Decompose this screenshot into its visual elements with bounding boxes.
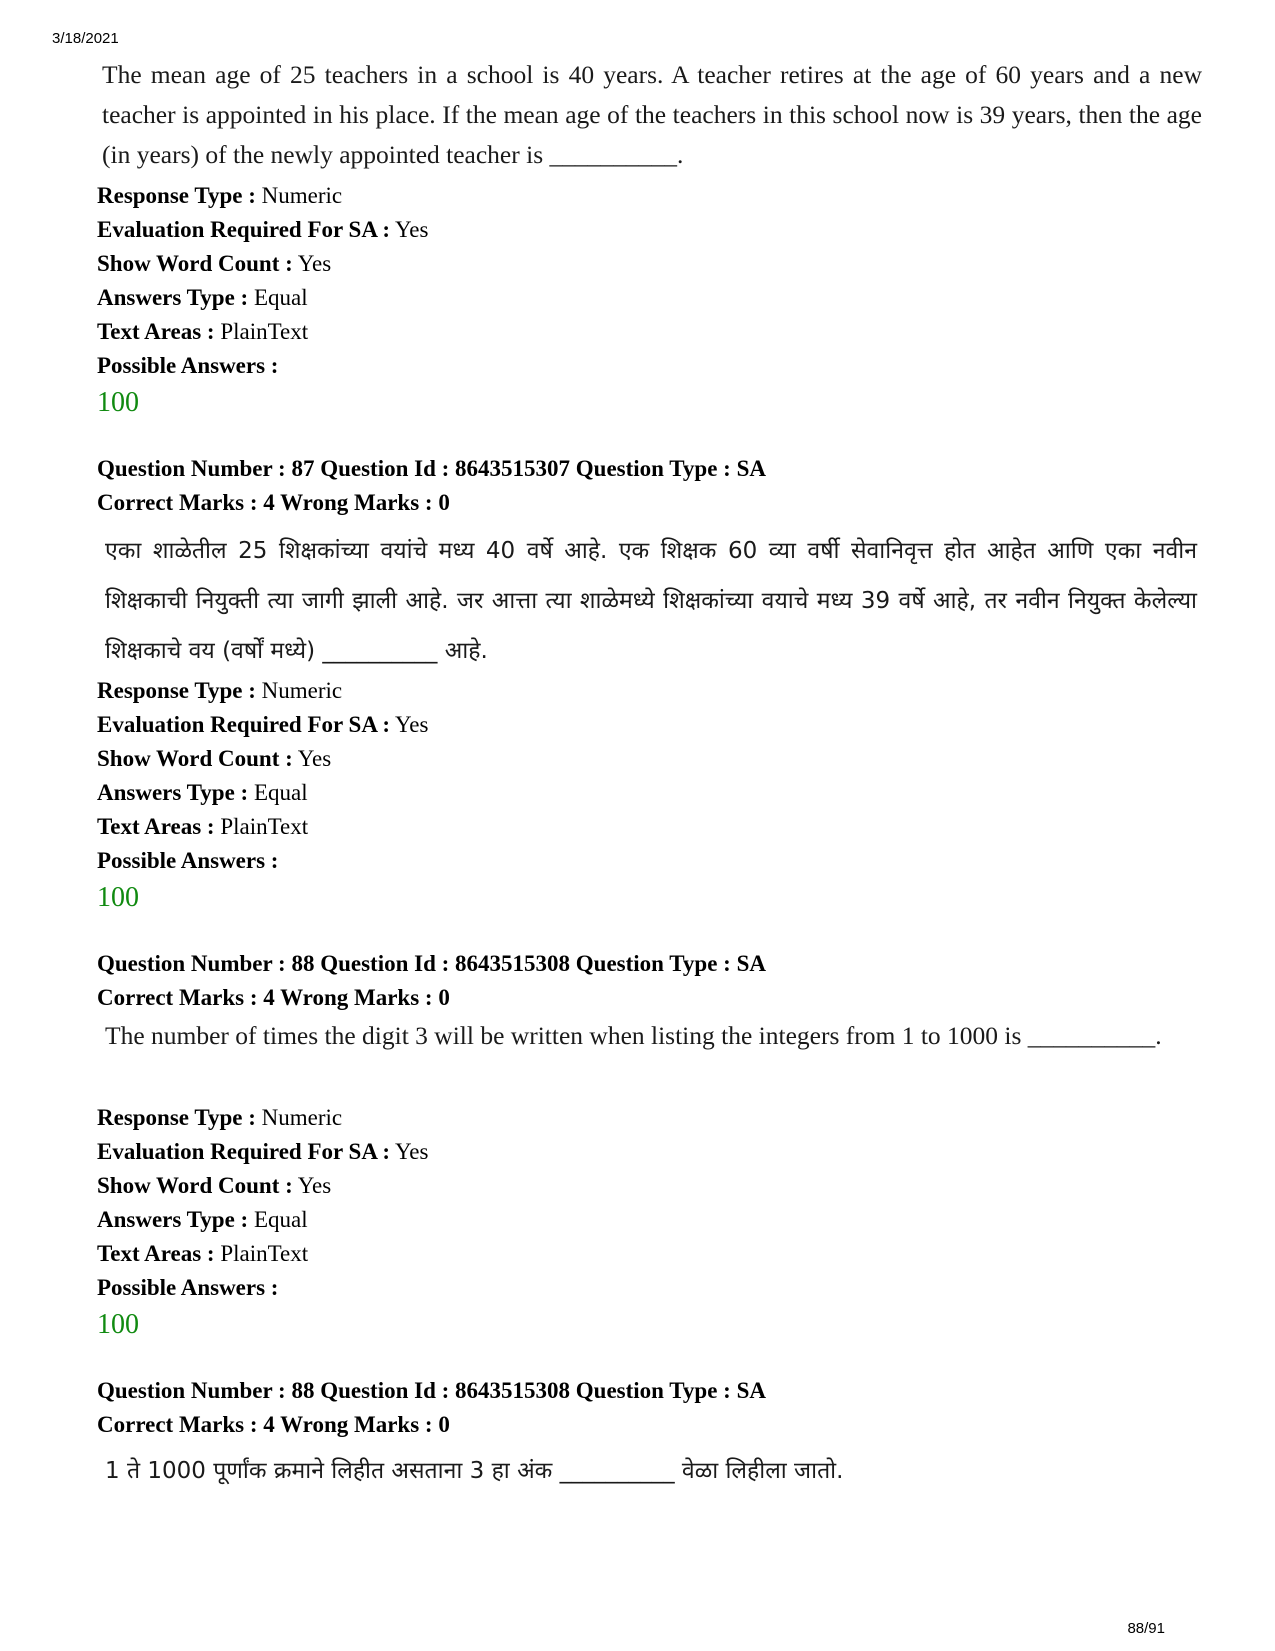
question-88-en-meta (97, 1101, 1197, 1343)
question-88-header: Question Number : 88 Question Id : 8643515308 Question Type : SA (97, 951, 766, 976)
possible-answer-value: 100 (97, 387, 139, 418)
meta-possible-answers: Possible Answers : (97, 353, 279, 378)
question-88-mr-marks: Correct Marks : 4 Wrong Marks : 0 (97, 1412, 450, 1437)
meta-response-type: Response Type : Numeric (97, 183, 343, 208)
meta-response-type: Response Type : Numeric (97, 678, 343, 703)
meta-possible-answers: Possible Answers : (97, 1275, 279, 1300)
question-86-text: The mean age of 25 teachers in a school is 40 years. A teacher retires at the age of 60 years and a new teacher is appointed in his place. If the mean age of the teachers in this school now is 39 years, then the age (in years) of the newly appointed teacher is __________. (102, 60, 1202, 169)
question-88-mr-text: 1 ते 1000 पूर्णांक क्रमाने लिहीत असताना 3 हा अंक __________ वेळा लिहीला जातो. (105, 1458, 844, 1484)
question-87-header: Question Number : 87 Question Id : 8643515307 Question Type : SA (97, 456, 766, 481)
meta-answers-type: Answers Type : Equal (97, 285, 308, 310)
question-88-en-text: The number of times the digit 3 will be written when listing the integers from 1 to 1000 is __________. (105, 1021, 1162, 1050)
meta-show-word-count: Show Word Count : Yes (97, 1173, 332, 1198)
page-number: 88/91 (1127, 1620, 1165, 1637)
meta-response-type: Response Type : Numeric (97, 1105, 343, 1130)
question-86-meta (97, 179, 1197, 421)
possible-answer-value: 100 (97, 1309, 139, 1340)
meta-show-word-count: Show Word Count : Yes (97, 746, 332, 771)
meta-evaluation-required: Evaluation Required For SA : Yes (97, 217, 429, 242)
meta-text-areas: Text Areas : PlainText (97, 814, 309, 839)
question-88-marks: Correct Marks : 4 Wrong Marks : 0 (97, 985, 450, 1010)
meta-possible-answers: Possible Answers : (97, 848, 279, 873)
meta-answers-type: Answers Type : Equal (97, 1207, 308, 1232)
print-date: 3/18/2021 (52, 30, 119, 47)
possible-answer-value: 100 (97, 882, 139, 913)
meta-evaluation-required: Evaluation Required For SA : Yes (97, 712, 429, 737)
meta-show-word-count: Show Word Count : Yes (97, 251, 332, 276)
question-88-mr-block (97, 1374, 1197, 1496)
meta-answers-type: Answers Type : Equal (97, 780, 308, 805)
meta-text-areas: Text Areas : PlainText (97, 1241, 309, 1266)
question-86-block (102, 55, 1202, 175)
question-87-marks: Correct Marks : 4 Wrong Marks : 0 (97, 490, 450, 515)
question-87-block (97, 452, 1197, 676)
question-87-meta (97, 674, 1197, 916)
question-88-en-block (97, 947, 1197, 1057)
meta-text-areas: Text Areas : PlainText (97, 319, 309, 344)
meta-evaluation-required: Evaluation Required For SA : Yes (97, 1139, 429, 1164)
question-88-mr-header: Question Number : 88 Question Id : 8643515308 Question Type : SA (97, 1378, 766, 1403)
question-87-text: एका शाळेतील 25 शिक्षकांच्या वयांचे मध्य 40 वर्षे आहे. एक शिक्षक 60 व्या वर्षी सेवानिवृत्त होत आहेत आणि एका नवीन शिक्षकाची नियुक्ती त्या जागी झाली आहे. जर आत्ता त्या शाळेमध्ये शिक्षकांच्या वयाचे मध्य 39 वर्षे आहे, तर नवीन नियुक्त केलेल्या शिक्षकाचे वय (वर्षों मध्ये) __________ आहे. (105, 538, 1197, 664)
